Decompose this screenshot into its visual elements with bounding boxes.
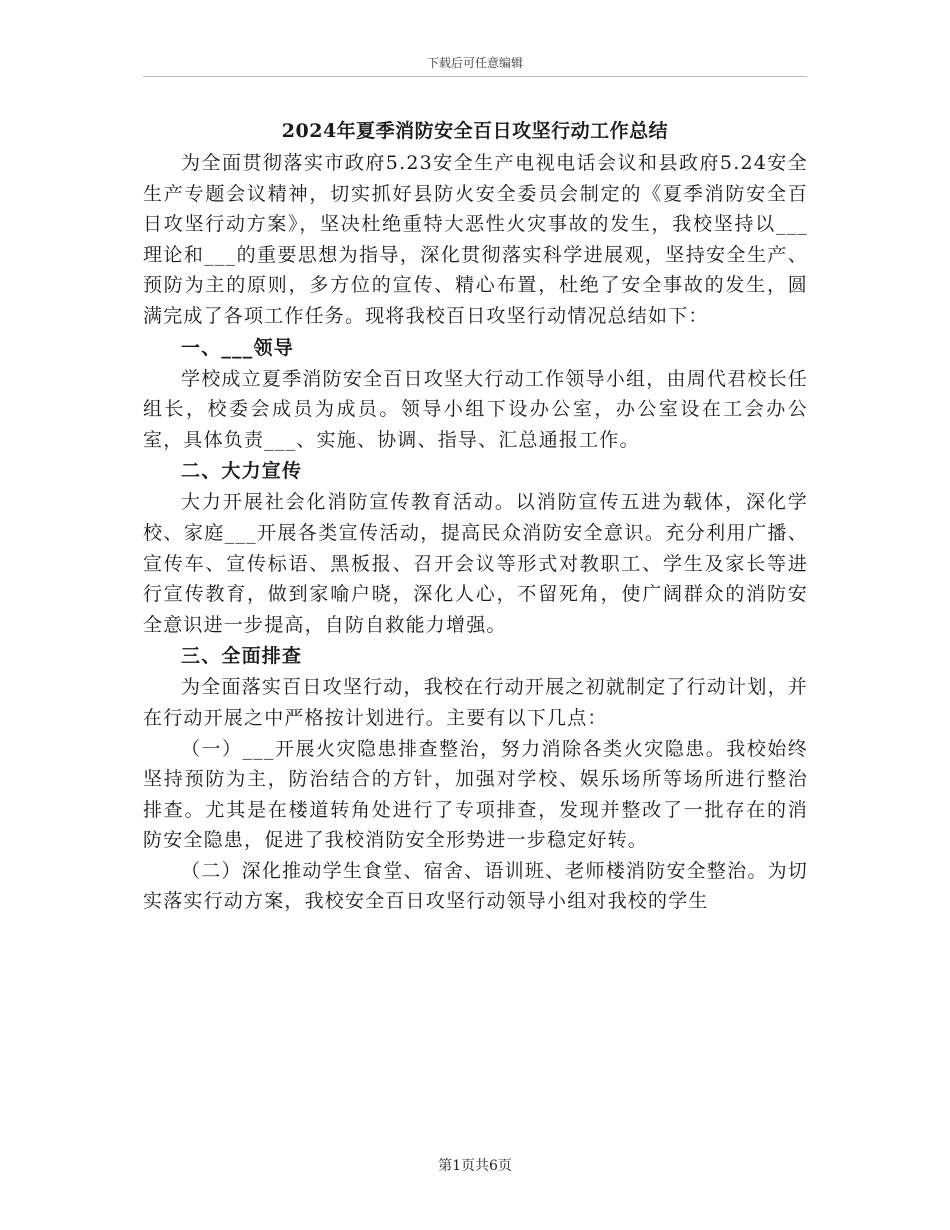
section-3-item-2: （二）深化推动学生食堂、宿舍、语训班、老师楼消防安全整治。为切实落实行动方案，我校安全百日攻坚行动领导小组对我校的学生 <box>143 859 808 913</box>
section-3-paragraph: 为全面落实百日攻坚行动，我校在行动开展之初就制定了行动计划，并在行动开展之中严格按计划进行。主要有以下几点： <box>143 676 808 729</box>
header-note: 下载后可任意编辑 <box>426 56 523 70</box>
section-2-heading: 二、大力宣传 <box>181 460 303 483</box>
document-body <box>143 148 808 917</box>
section-2-paragraph: 大力开展社会化消防宣传教育活动。以消防宣传五进为载体，深化学校、家庭___开展各类宣传活动，提高民众消防安全意识。充分利用广播、宣传车、宣传标语、黑板报、召开会议等形式对教职工、学生及家长等进行宣传教育，做到家喻户晓，深化人心，不留死角，使广阔群众的消防安全意识进一步提高，自防自救能力增强。 <box>143 491 808 636</box>
section-3-heading: 三、全面排查 <box>181 645 303 668</box>
section-1-heading: 一、___领导 <box>181 336 294 359</box>
intro-paragraph: 为全面贯彻落实市政府5.23安全生产电视电话会议和县政府5.24安全生产专题会议精神，切实抓好县防火安全委员会制定的《夏季消防安全百日攻坚行动方案》，坚决杜绝重特大恶性火灾事故的发生，我校坚持以___理论和___的重要思想为指导，深化贯彻落实科学进展观，坚持安全生产、预防为主的原则，多方位的宣传、精心布置，杜绝了安全事故的发生，圆满完成了各项工作任务。现将我校百日攻坚行动情况总结如下： <box>143 152 808 327</box>
section-1-paragraph: 学校成立夏季消防安全百日攻坚大行动工作领导小组，由周代君校长任组长，校委会成员为成员。领导小组下设办公室，办公室设在工会办公室，具体负责___、实施、协调、指导、汇总通报工作。 <box>143 367 808 451</box>
header-divider <box>143 76 807 77</box>
section-3-item-1: （一）___开展火灾隐患排查整治，努力消除各类火灾隐患。我校始终坚持预防为主，防治结合的方针，加强对学校、娱乐场所等场所进行整治排查。尤其是在楼道转角处进行了专项排查，发现并整改了一批存在的消防安全隐患，促进了我校消防安全形势进一步稳定好转。 <box>143 737 808 852</box>
page-number: 第1页共6页 <box>438 1158 512 1174</box>
document-title: 2024年夏季消防安全百日攻坚行动工作总结 <box>281 120 669 142</box>
